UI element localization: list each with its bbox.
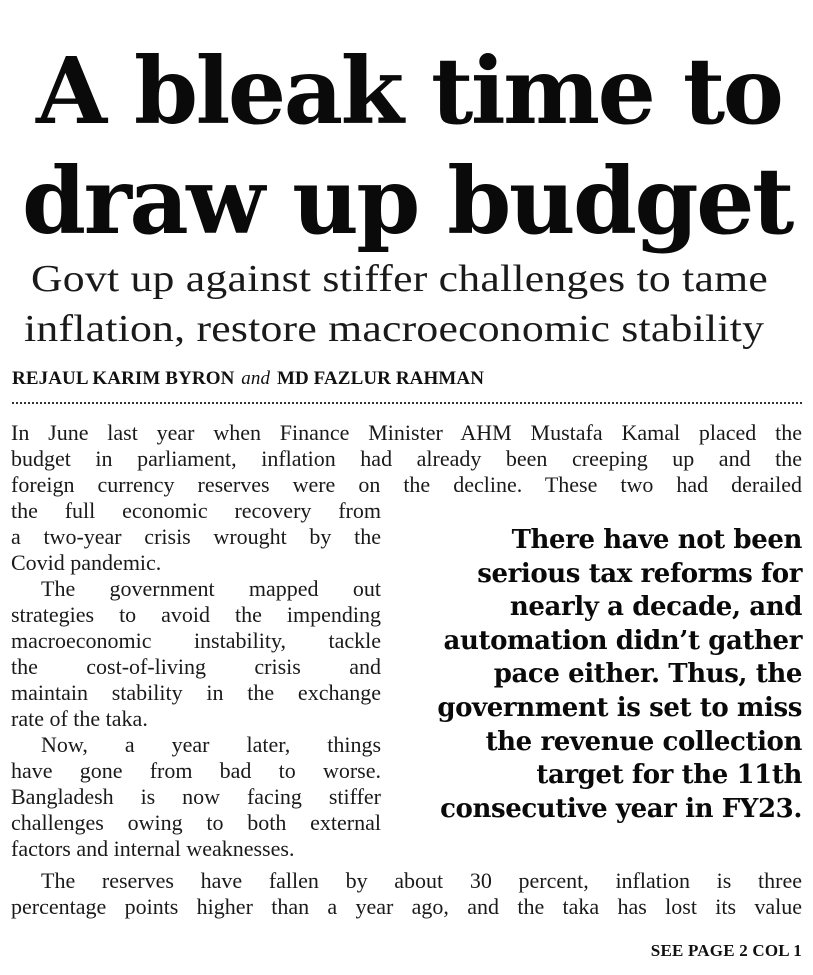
byline-author-2: MD FAZLUR RAHMAN	[276, 368, 485, 389]
article-lead-line-1: In June last year when Finance Minister AHM Mustafa Kamal placed the	[11, 420, 802, 445]
article-column-line: a two-year crisis wrought by the	[11, 524, 381, 549]
article-column-line: maintain stability in the exchange	[11, 680, 381, 705]
article-column	[11, 498, 381, 862]
byline-divider	[12, 402, 802, 404]
pull-quote-line: There have not been	[511, 525, 802, 555]
article-column-line: Covid pandemic.	[11, 550, 162, 575]
byline-author-1: REJAUL KARIM BYRON	[12, 368, 235, 389]
byline	[12, 367, 484, 391]
article-lead-line-2: budget in parliament, inflation had already been creeping up and the	[11, 446, 802, 471]
article-column-line: macroeconomic instability, tackle	[11, 628, 381, 653]
article-column-line: the cost-of-living crisis and	[11, 654, 381, 679]
pull-quote-line: target for the 11th	[536, 760, 802, 791]
pull-quote-line: government is set to miss	[437, 692, 802, 723]
article-column-line: rate of the taka.	[11, 706, 148, 731]
continuation-jump-link[interactable]: SEE PAGE 2 COL 1	[650, 941, 802, 960]
article-lead-line-3: foreign currency reserves were on the decline. These two had derailed	[11, 472, 802, 497]
article-column-line: have gone from bad to worse.	[11, 758, 381, 783]
article-tail-line-1	[11, 868, 802, 894]
article-column-line: factors and internal weaknesses.	[11, 836, 295, 861]
headline-line-2: draw up budget	[22, 147, 792, 255]
pull-quote-line: serious tax reforms for	[477, 558, 802, 589]
pull-quote-line: nearly a decade, and	[509, 592, 802, 623]
pull-quote-line: consecutive year in FY23.	[440, 793, 802, 824]
article-column-line: strategies to avoid the impending	[11, 602, 381, 627]
pull-quote-line: pace either. Thus, the	[493, 659, 802, 690]
article-column-line: Bangladesh is now facing stiffer	[11, 784, 381, 809]
pull-quote	[410, 524, 802, 826]
article-tail-line-2: percentage points higher than a year ago, and the taka has lost its value	[11, 894, 802, 919]
byline-conjunction: and	[241, 368, 271, 389]
article-column-line: challenges owing to both external	[11, 810, 381, 835]
subheadline-line-1: Govt up against stiffer challenges to tame	[31, 258, 768, 300]
pull-quote-line: automation didn’t gather	[443, 625, 802, 656]
subheadline-line-2: inflation, restore macroeconomic stability	[24, 308, 765, 350]
article-column-line: Now, a year later, things	[41, 732, 381, 757]
article-column-line: The government mapped out	[41, 576, 381, 601]
pull-quote-line: the revenue collection	[485, 726, 802, 757]
article-column-line: the full economic recovery from	[11, 498, 381, 523]
headline-line-1: A bleak time to	[36, 37, 782, 145]
article-tail-line-1-text: The reserves have fallen by about 30 percent, inflation is three	[41, 868, 802, 893]
